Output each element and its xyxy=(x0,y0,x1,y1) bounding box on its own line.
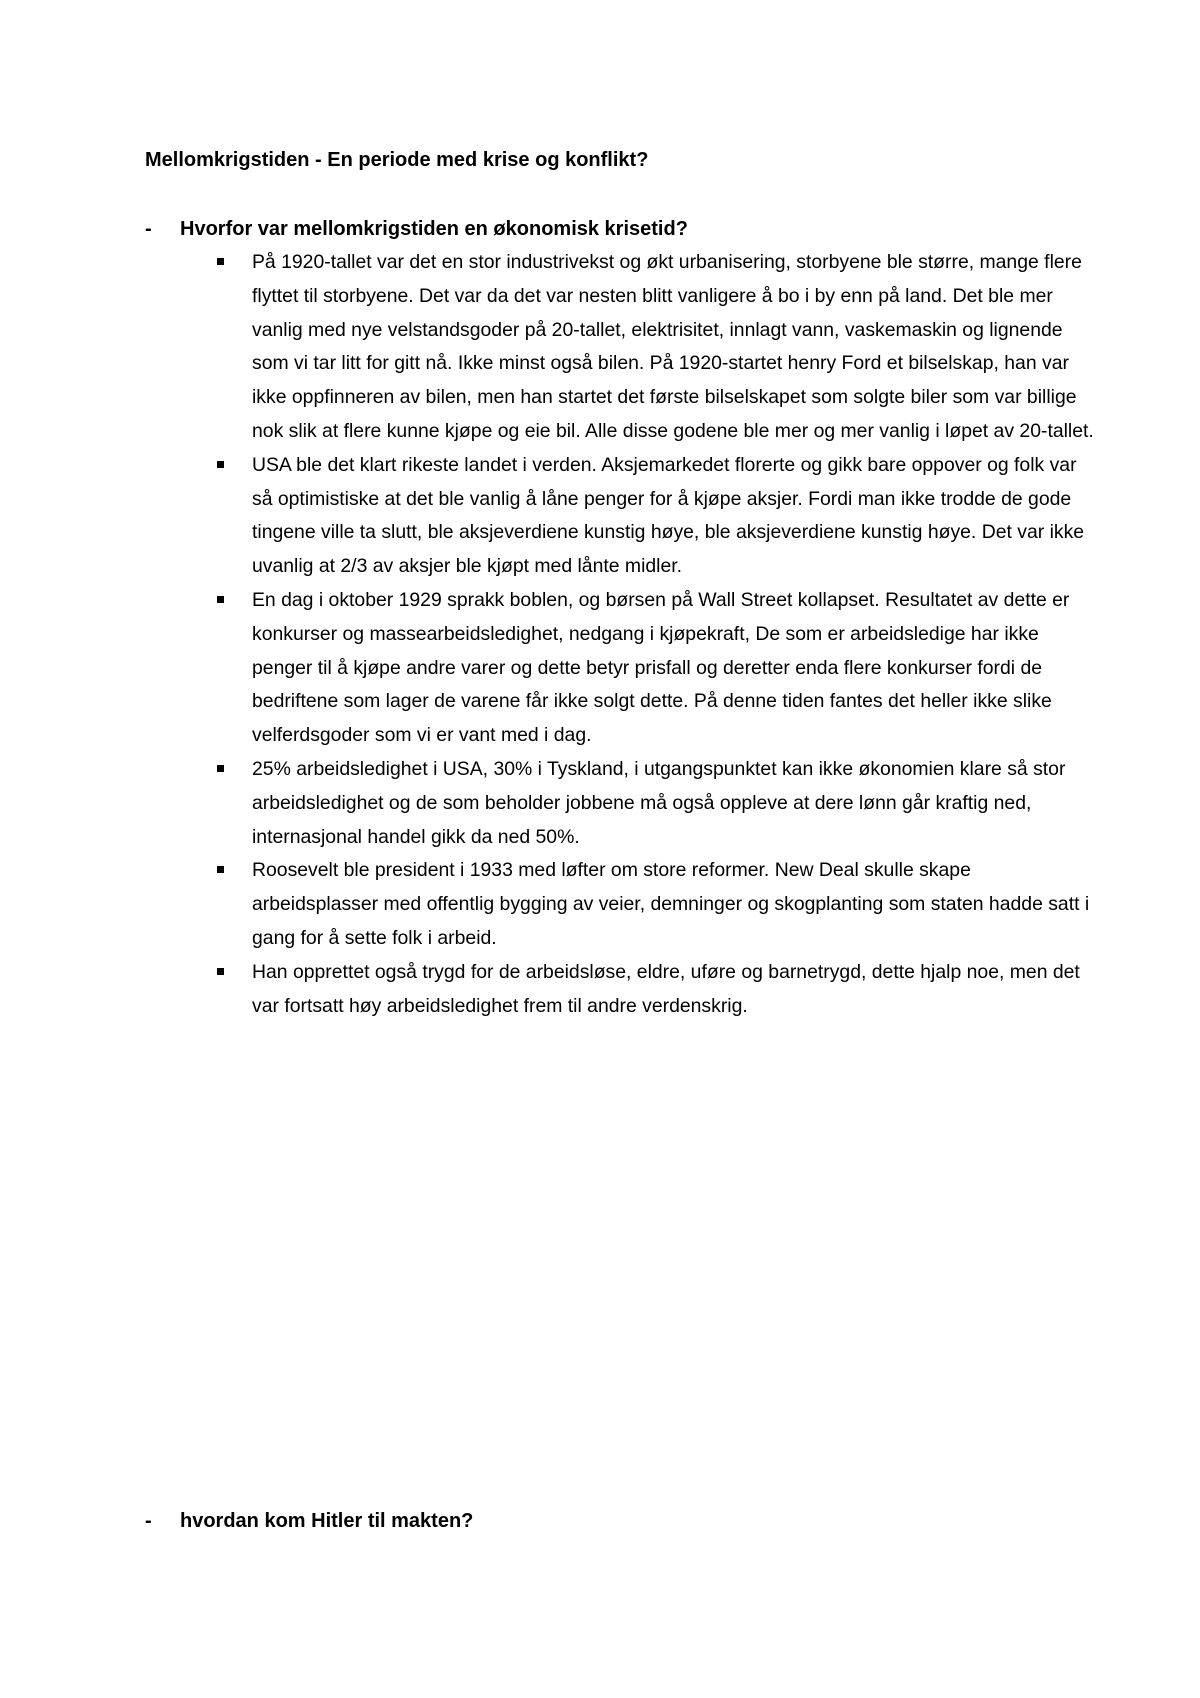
bullet-list xyxy=(217,246,1097,1023)
list-item xyxy=(217,584,1097,753)
dash-marker: - xyxy=(145,1510,152,1532)
square-bullet-icon xyxy=(217,596,224,603)
list-item xyxy=(217,854,1097,955)
list-item-text: 25% arbeidsledighet i USA, 30% i Tyskland, i utgangspunktet kan ikke økonomien klare så stor arbeidsledighet og de som beholder jobbene må også oppleve at dere lønn går kraftig ned, internasjonal handel gikk da ned 50%. xyxy=(252,757,1066,848)
square-bullet-icon xyxy=(217,866,224,873)
list-item-text: På 1920-tallet var det en stor industrivekst og økt urbanisering, storbyene ble større, mange flere flyttet til storbyene. Det var da det var nesten blitt vanligere å bo i by enn på land. Det ble mer vanlig med nye velstandsgoder på 20-tallet, elektrisitet, innlagt vann, vaskemaskin og lignende som vi tar litt for gitt nå. Ikke minst også bilen. På 1920-startet henry Ford et bilselskap, han var ikke oppfinneren av bilen, men han startet det første bilselskapet som solgte biler som var billige nok slik at flere kunne kjøpe og eie bil. Alle disse godene ble mer og mer vanlig i løpet av 20-tallet. xyxy=(252,251,1094,442)
document-title: Mellomkrigstiden - En periode med krise og konflikt? xyxy=(145,149,649,171)
list-item-text: En dag i oktober 1929 sprakk boblen, og børsen på Wall Street kollapset. Resultatet av dette er konkurser og massearbeidsledighet, nedgang i kjøpekraft, De som er arbeidsledige har ikke penger til å kjøpe andre varer og dette betyr prisfall og deretter enda flere konkurser fordi de bedriftene som lager de varene får ikke solgt dette. På denne tiden fantes det heller ikke slike velferdsgoder som vi er vant med i dag. xyxy=(252,588,1070,747)
square-bullet-icon xyxy=(217,461,224,468)
square-bullet-icon xyxy=(217,968,224,975)
dash-marker: - xyxy=(145,218,152,240)
square-bullet-icon xyxy=(217,258,224,265)
square-bullet-icon xyxy=(217,765,224,772)
section-heading-text: Hvorfor var mellomkrigstiden en økonomisk krisetid? xyxy=(180,218,688,240)
section-heading-text: hvordan kom Hitler til makten? xyxy=(180,1510,474,1532)
list-item-text: USA ble det klart rikeste landet i verden. Aksjemarkedet florerte og gikk bare oppover og folk var så optimistiske at det ble vanlig å låne penger for å kjøpe aksjer. Fordi man ikke trodde de gode tingene ville ta slutt, ble aksjeverdiene kunstig høye, ble aksjeverdiene kunstig høye. Det var ikke uvanlig at 2/3 av aksjer ble kjøpt med lånte midler. xyxy=(252,453,1085,578)
list-item-text: Roosevelt ble president i 1933 med løfter om store reformer. New Deal skulle skape arbeidsplasser med offentlig bygging av veier, demninger og skogplanting som staten hadde satt i gang for å sette folk i arbeid. xyxy=(252,859,1090,949)
list-item xyxy=(217,753,1097,854)
list-item xyxy=(217,246,1097,449)
list-item-text: Han opprettet også trygd for de arbeidsløse, eldre, uføre og barnetrygd, dette hjalp noe, men det var fortsatt høy arbeidsledighet frem til andre verdenskrig. xyxy=(252,960,1080,1017)
list-item xyxy=(217,449,1097,584)
list-item xyxy=(217,956,1097,1024)
